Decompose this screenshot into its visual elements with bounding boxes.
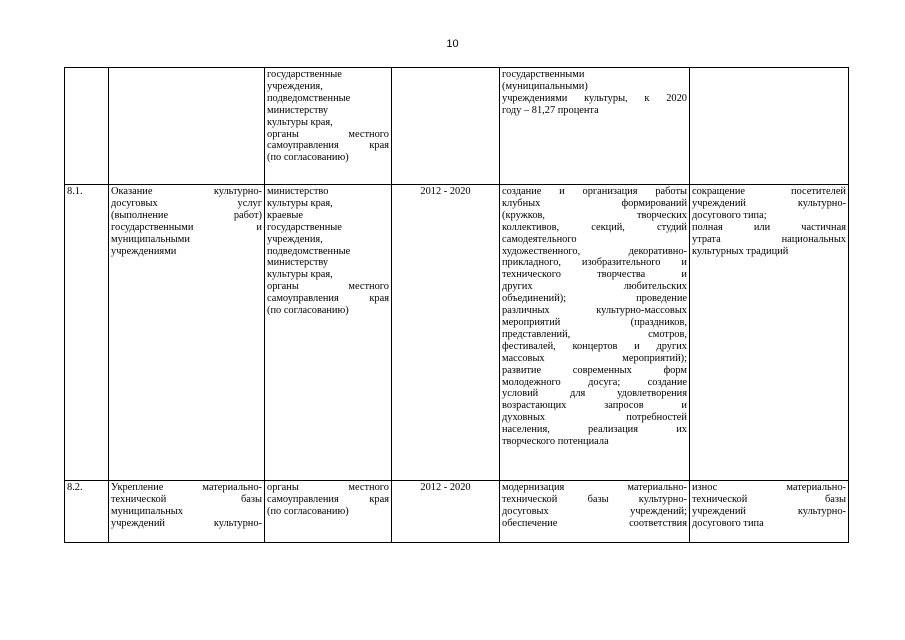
cell-text: 2012 - 2020 xyxy=(420,186,471,197)
cell-text-line: государственными xyxy=(502,69,585,80)
cell-text-line: объединений); проведение xyxy=(502,293,687,305)
cell-text-line: культуры края, xyxy=(267,197,333,209)
cell-text-line: досуговых учреждений; xyxy=(502,505,687,517)
cell-text-line: сокращение посетителей xyxy=(692,186,846,197)
measure-name-cell xyxy=(109,68,265,185)
cell-text-line: самоуправления края xyxy=(267,140,389,152)
cell-text-line: органы местного xyxy=(267,482,389,493)
cell-text-line: полная или частичная xyxy=(692,221,846,233)
executor-cell xyxy=(265,68,392,185)
cell-text-line: краевые xyxy=(267,209,303,221)
period-cell xyxy=(392,481,500,543)
cell-text-line: технической базы xyxy=(111,493,262,505)
cell-text-line: возрастающих запросов и xyxy=(502,400,687,412)
measure-name-cell xyxy=(109,481,265,543)
cell-text-line: создание и организация работы xyxy=(502,186,687,197)
cell-text-line: году – 81,27 процента xyxy=(502,104,599,116)
row-number-cell xyxy=(65,68,109,185)
cell-text-line: Оказание культурно- xyxy=(111,186,262,197)
cell-text-line: досугового типа xyxy=(692,517,764,529)
cell-text-line: досуговых услуг xyxy=(111,197,262,209)
cell-text-line: органы местного xyxy=(267,128,389,140)
cell-text-line: условий для удовлетворения xyxy=(502,388,687,400)
cell-text: 2012 - 2020 xyxy=(420,482,471,493)
cell-text-line: художественного, декоративно- xyxy=(502,245,687,257)
cell-text-line: духовных потребностей xyxy=(502,412,687,424)
cell-text-line: (по согласованию) xyxy=(267,505,349,517)
row-number-cell xyxy=(65,185,109,481)
cell-text-line: министерству xyxy=(267,104,329,116)
cell-text: 8.1. xyxy=(67,186,83,197)
cell-text-line: творческого потенциала xyxy=(502,436,609,448)
page-number: 10 xyxy=(446,38,459,50)
cell-text-line: модернизация материально- xyxy=(502,482,687,493)
cell-text-line: коллективов, секций, студий xyxy=(502,221,687,233)
cell-text-line: (выполнение работ) xyxy=(111,209,262,221)
cell-text-line: (по согласованию) xyxy=(267,305,349,317)
cell-text-line: муниципальных xyxy=(111,505,183,517)
cell-text-line: подведомственные xyxy=(267,92,351,104)
measures-table xyxy=(64,67,849,543)
cell-text-line: учреждений культурно- xyxy=(111,517,262,529)
cell-text-line: самодеятельного xyxy=(502,233,577,245)
period-cell xyxy=(392,185,500,481)
cell-text-line: молодежного досуга; создание xyxy=(502,376,687,388)
cell-text-line: технической базы xyxy=(692,493,846,505)
cell-text-line: министерство xyxy=(267,186,329,197)
cell-text-line: досугового типа; xyxy=(692,209,767,221)
table-row xyxy=(65,68,849,185)
cell-text-line: технической базы культурно- xyxy=(502,493,687,505)
cell-text-line: учреждениями культуры, к 2020 xyxy=(502,92,687,104)
cell-text-line: (муниципальными) xyxy=(502,80,588,92)
table-row xyxy=(65,481,849,543)
cell-text-line: представлений, смотров, xyxy=(502,328,687,340)
table-body xyxy=(65,68,849,543)
cell-text-line: мероприятий (праздников, xyxy=(502,316,687,328)
cell-text-line: учреждений культурно- xyxy=(692,197,846,209)
expected-result-cell xyxy=(500,481,690,543)
cell-text-line: муниципальными xyxy=(111,233,190,245)
cell-text-line: населения, реализация их xyxy=(502,424,687,436)
cell-text: 8.2. xyxy=(67,482,83,493)
cell-text-line: культуры края, xyxy=(267,269,333,281)
cell-text-line: (по согласованию) xyxy=(267,152,349,164)
cell-text-line: обеспечение соответствия xyxy=(502,517,687,529)
cell-text-line: самоуправления края xyxy=(267,293,389,305)
cell-text-line: государственными и xyxy=(111,221,262,233)
measure-name-cell xyxy=(109,185,265,481)
cell-text-line: культуры края, xyxy=(267,116,333,128)
cell-text-line: государственные xyxy=(267,69,342,80)
cell-text-line: развитие современных форм xyxy=(502,364,687,376)
cell-text-line: учреждений культурно- xyxy=(692,505,846,517)
cell-text-line: утрата национальных xyxy=(692,233,846,245)
cell-text-line: учреждения, xyxy=(267,233,323,245)
expected-result-cell xyxy=(500,68,690,185)
cell-text-line: фестивалей, концертов и других xyxy=(502,340,687,352)
cell-text-line: культурных традиций xyxy=(692,245,789,257)
cell-text-line: прикладного, изобразительного и xyxy=(502,257,687,269)
cell-text-line: учреждениями xyxy=(111,245,177,257)
cell-text-line: износ материально- xyxy=(692,482,846,493)
cell-text-line: самоуправления края xyxy=(267,493,389,505)
period-cell xyxy=(392,68,500,185)
cell-text-line: массовых мероприятий); xyxy=(502,352,687,364)
cell-text-line: клубных формирований xyxy=(502,197,687,209)
risk-cell xyxy=(690,68,849,185)
executor-cell xyxy=(265,481,392,543)
row-number-cell xyxy=(65,481,109,543)
cell-text-line: учреждения, xyxy=(267,80,323,92)
table-row xyxy=(65,185,849,481)
cell-text-line: министерству xyxy=(267,257,329,269)
risk-cell xyxy=(690,185,849,481)
cell-text-line: государственные xyxy=(267,221,342,233)
cell-text-line: органы местного xyxy=(267,281,389,293)
cell-text-line: (кружков, творческих xyxy=(502,209,687,221)
risk-cell xyxy=(690,481,849,543)
expected-result-cell xyxy=(500,185,690,481)
cell-text-line: подведомственные xyxy=(267,245,351,257)
cell-text-line: технического творчества и xyxy=(502,269,687,281)
cell-text-line: Укрепление материально- xyxy=(111,482,262,493)
cell-text-line: различных культурно-массовых xyxy=(502,305,687,317)
cell-text-line: других любительских xyxy=(502,281,687,293)
executor-cell xyxy=(265,185,392,481)
